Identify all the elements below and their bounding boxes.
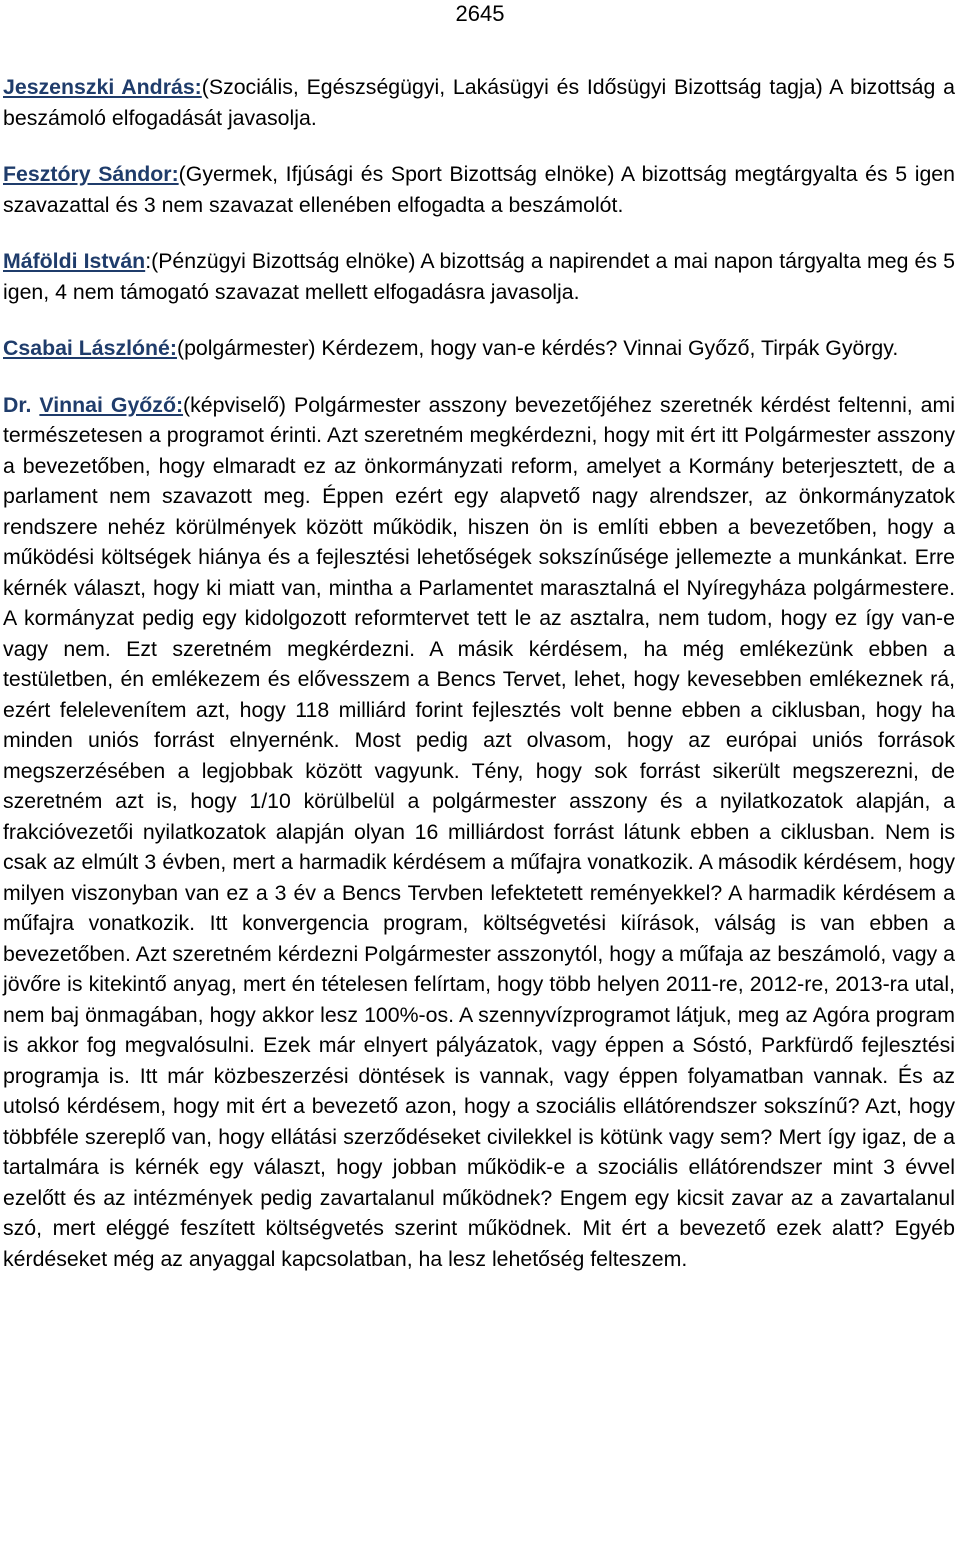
paragraph-text: (Gyermek, Ifjúsági és Sport Bizottság elnöke) A bizottság megtárgyalta és 5 igen szavazattal és 3 nem szavazat ellenében elfogadta a beszámolót.	[3, 162, 955, 217]
paragraph-text: (Szociális, Egészségügyi, Lakásügyi és Idősügyi Bizottság tagja) A bizottság a beszámoló elfogadását javasolja.	[3, 75, 955, 130]
speaker-title: Dr.	[3, 392, 40, 417]
speaker-name: Fesztóry Sándor:	[3, 162, 179, 186]
paragraph-fesztory	[3, 159, 955, 220]
speaker-name: Jeszenszki András:	[3, 75, 202, 99]
page-number: 2645	[455, 1, 505, 26]
paragraph-vinnai	[3, 390, 955, 1275]
paragraph-text: (polgármester) Kérdezem, hogy van-e kérdés? Vinnai Győző, Tirpák György.	[176, 336, 899, 360]
paragraph-jeszenszki	[3, 72, 955, 133]
document-body	[3, 72, 955, 1300]
paragraph-mafoldi	[3, 246, 955, 307]
speaker-name: Vinnai Győző:	[39, 392, 184, 417]
speaker-name: Máföldi István	[3, 249, 146, 273]
speaker-name: Csabai Lászlóné:	[3, 336, 177, 360]
paragraph-text: :(Pénzügyi Bizottság elnöke) A bizottság a napirendet a mai napon tárgyalta meg és 5 igen, 4 nem támogató szavazat mellett elfogadásra javasolja.	[3, 249, 955, 304]
paragraph-text: (képviselő) Polgármester asszony bevezetőjéhez szeretnék kérdést feltenni, ami természetesen a programot érinti. Azt szeretném megkérdezni, hogy mit ért itt Polgármester asszony a bevezetőben, hogy elmaradt ez az önkormányzati reform, amelyet a Kormány beterjesztett, de a parlament nem szavazott meg. Éppen ezért egy alapvető nagy alrendszer, az önkormányzatok rendszere nehéz körülmények között működik, hiszen ön is említi ebben a bevezetőben, hogy a működési költségek hiánya és a fejlesztési lehetőségek sokszínűsége jellemezte a munkánkat. Erre kérnék választ, hogy ki miatt van, mintha a Parlamentet marasztalná el Nyíregyháza polgármestere. A kormányzat pedig egy kidolgozott reformtervet tett le az asztalra, nem tudom, hogy ez így van-e vagy nem. Ezt szeretném megkérdezni. A másik kérdésem, ha még emlékezünk ebben a testületben, én emlékezem és elővesszem a Bencs Tervet, lehet, hogy kevesebben emlékeznek rá, ezért felelevenítem azt, hogy 118 milliárd forint fejlesztés volt benne ebben a ciklusban, hogy ha minden uniós forrást elnyernénk. Most pedig azt olvasom, hogy az európai uniós források megszerzésében a legjobbak között vagyunk. Tény, hogy sok forrást sikerült megszerezni, de szeretném azt is, hogy 1/10 körülbelül a polgármester asszony és a nyilatkozatok alapján, a frakcióvezetői nyilatkozatok alapján olyan 16 milliárdost forrást látunk ebben a ciklusban. Nem is csak az elmúlt 3 évben, mert a harmadik kérdésem a műfajra vonatkozik. A második kérdésem, hogy milyen viszonyban van ez a 3 év a Bencs Tervben lefektetett reményekkel? A harmadik kérdésem a műfajra vonatkozik. Itt konvergencia program, költségvetési kiírások, válság is van ebben a bevezetőben. Azt szeretném kérdezni Polgármester asszonytól, hogy a műfaja az beszámoló, vagy a jövőre is kitekintő anyag, mert én tételesen felírtam, hogy több helyen 2011-re, 2012-re, 2013-ra utal, nem baj önmagában, hogy akkor lesz 100%-os. A szennyvízprogramot látjuk, meg az Agóra program is akkor fog megvalósulni. Ezek már elnyert pályázatok, vagy éppen a Sóstó, Parkfürdő fejlesztési programja is. Itt már közbeszerzési döntések is vannak, vagy éppen folyamatban vannak. És az utolsó kérdésem, hogy mit ért a bevezető azon, hogy a szociális ellátórendszer sokszínű? Azt, hogy többféle szereplő van, hogy ellátási szerződéseket civilekkel is kötünk vagy sem? Mert így igaz, de a tartalmára is kérnék egy választ, hogy jobban működik-e a szociális ellátórendszer mint 3 évvel ezelőtt és az intézmények pedig zavartalanul működnek? Engem egy kicsit zavar az a zavartalanul szó, mert eléggé feszített költségvetés szerint működnek. Mit ért a bevezető ezek alatt? Egyéb kérdéseket még az anyaggal kapcsolatban, ha lesz lehetőség felteszem.	[3, 392, 956, 1271]
paragraph-csabai	[3, 333, 955, 364]
